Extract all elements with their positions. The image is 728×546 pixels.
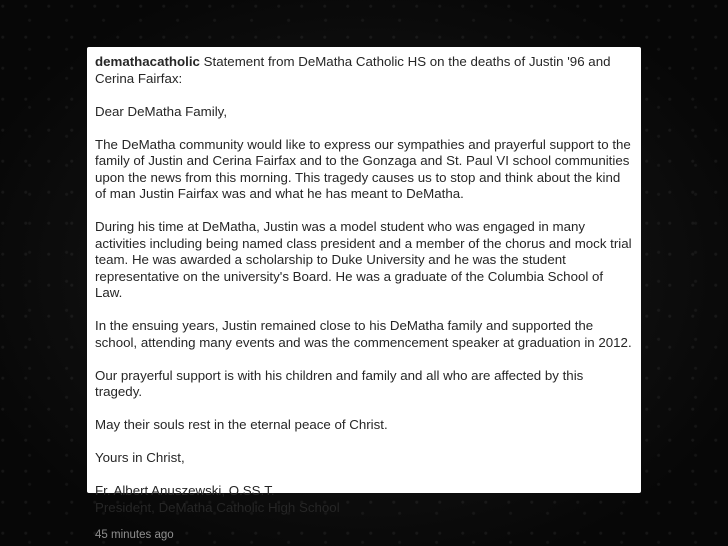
signature-title: President, DeMatha Catholic High School	[95, 499, 340, 515]
caption-header	[95, 54, 633, 87]
username-link[interactable]: demathacatholic	[95, 54, 200, 69]
caption-intro: Statement from DeMatha Catholic HS on the deaths of Justin '96 and Cerina Fairfax:	[95, 54, 611, 86]
paragraph-2: During his time at DeMatha, Justin was a model student who was engaged in many activities including being named class president and a member of the chorus and mock trial team. He was awarded a scholarship to Duke University and he was the student representative on the university's Board. He was a graduate of the Columbia School of Law.	[95, 219, 632, 300]
signature-name: Fr. Albert Anuszewski, O.SS.T.	[95, 483, 275, 498]
instagram-post-caption	[87, 47, 641, 541]
post-timestamp[interactable]: 45 minutes ago	[95, 528, 174, 541]
signature	[95, 483, 633, 516]
paragraph-1: The DeMatha community would like to express our sympathies and prayerful support to the family of Justin and Cerina Fairfax and to the Gonzaga and St. Paul VI school communities upon the news from this morning. This tragedy causes us to stop and think about the kind of man Justin Fairfax was and what he has meant to DeMatha.	[95, 136, 631, 201]
paragraph-4: Our prayerful support is with his children and family and all who are affected by this tragedy.	[95, 367, 584, 399]
closing: Yours in Christ,	[95, 450, 185, 465]
greeting: Dear DeMatha Family,	[95, 103, 228, 119]
paragraph-3: In the ensuing years, Justin remained close to his DeMatha family and supported the school, attending many events and was the commencement speaker at graduation in 2012.	[95, 318, 632, 350]
paragraph-5: May their souls rest in the eternal peace of Christ.	[95, 417, 388, 432]
